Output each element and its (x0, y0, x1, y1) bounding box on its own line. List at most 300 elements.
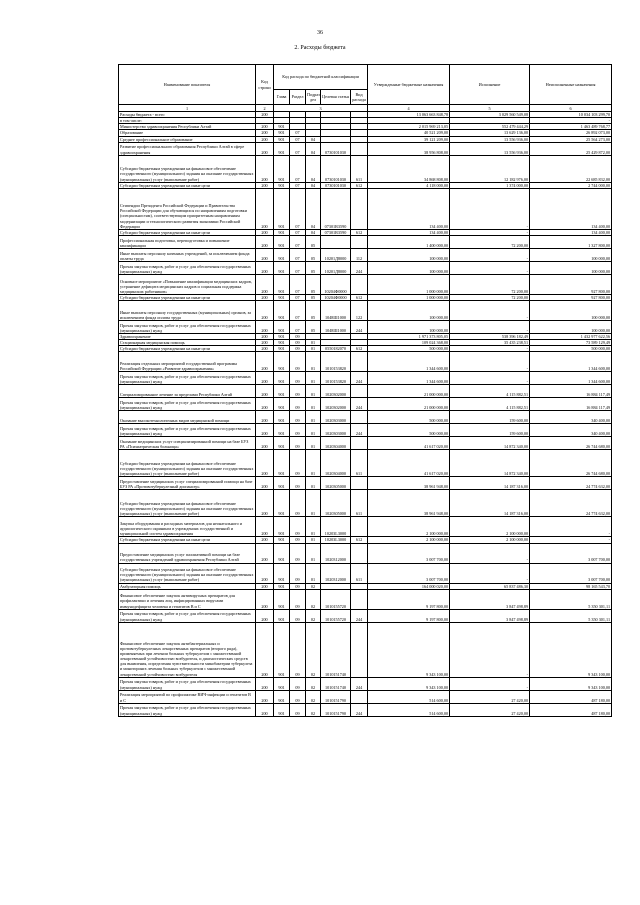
cell-name: Прочая закупка товаров, работ и услуг для обеспечения государственных (муниципальных) нужд (119, 703, 256, 716)
cell-target (321, 235, 351, 248)
table-row (119, 321, 612, 334)
header-section: Раздел (290, 90, 306, 105)
table-row (119, 609, 612, 622)
cell-section: 07 (290, 155, 306, 182)
cell-name: Субсидии бюджетным учреждениям на финансовое обеспечение государственного (муниципального) задания на оказание государственных (муниципальных) услуг (выполнение работ) (119, 490, 256, 517)
cell-unexecuted: 100 000,00 (530, 301, 612, 321)
cell-executed: 72 200,00 (450, 274, 530, 294)
cell-exp-type: 244 (351, 677, 368, 690)
cell-exp-type: 611 (351, 155, 368, 182)
cell-name: Образование (119, 130, 256, 136)
cell-approved: 514 600,00 (368, 703, 450, 716)
cell-exp-type (351, 385, 368, 398)
cell-subsection: 05 (306, 261, 321, 274)
cell-name: Министерство здравоохранения Республики Алтай (119, 124, 256, 130)
cell-exp-type: 122 (351, 301, 368, 321)
cell-executed: 65 837 486,30 (450, 583, 530, 589)
cell-section: 09 (290, 385, 306, 398)
cell-approved: 41 617 020,00 (368, 450, 450, 477)
cell-section: 09 (290, 334, 306, 340)
cell-line-code: 200 (256, 294, 274, 300)
cell-unexecuted: 927 800,00 (530, 274, 612, 294)
cell-target: 1010155720 (321, 609, 351, 622)
cell-name: Стационарная медицинская помощь (119, 340, 256, 346)
cell-section: 07 (290, 229, 306, 235)
cell-target: 10201Д8000 (321, 248, 351, 261)
table-row (119, 155, 612, 182)
cell-line-code: 200 (256, 372, 274, 385)
cell-unexecuted: - (530, 537, 612, 543)
table-row (119, 352, 612, 372)
cell-line-code: 200 (256, 274, 274, 294)
cell-exp-type: 244 (351, 703, 368, 716)
header-target: Целевая статья (321, 90, 351, 105)
cell-name: Стипендии Президента Российской Федерации и Правительства Российской Федерации для обучающихся по направлениям подготовки (специальностям), соответствующим приоритетным направлениям модернизации и технологического развития экономики Российской Федерации (119, 188, 256, 229)
cell-line-code: 200 (256, 235, 274, 248)
table-row (119, 450, 612, 477)
cell-chapter: 901 (274, 261, 290, 274)
cell-executed: - (450, 346, 530, 352)
cell-line-code: 200 (256, 142, 274, 155)
cell-executed: - (450, 543, 530, 563)
cell-chapter: 901 (274, 477, 290, 490)
cell-chapter: 901 (274, 424, 290, 437)
cell-unexecuted: 25 564 273,00 (530, 136, 612, 142)
cell-target: 10201Д8000 (321, 261, 351, 274)
cell-approved: 100 000,00 (368, 248, 450, 261)
cell-chapter: 901 (274, 294, 290, 300)
cell-section: 09 (290, 690, 306, 703)
cell-target: 0730101030 (321, 142, 351, 155)
table-row (119, 142, 612, 155)
cell-name: Финансовое обеспечение закупок антивирусных препаратов для профилактики и лечения лиц, инфицированных вирусами иммунодефицита человека и гепатитов В и С (119, 589, 256, 609)
cell-executed: - (450, 261, 530, 274)
cell-executed: 14 187 316,00 (450, 477, 530, 490)
cell-subsection: 01 (306, 537, 321, 543)
cell-subsection: 04 (306, 188, 321, 229)
cell-approved: 34 868 808,00 (368, 155, 450, 182)
cell-approved: 1 344 600,00 (368, 352, 450, 372)
cell-section: 09 (290, 346, 306, 352)
cell-line-code: 200 (256, 155, 274, 182)
header-exp-type: Вид расхода (351, 90, 368, 105)
cell-exp-type (351, 411, 368, 424)
cell-executed: 12 182 976,00 (450, 155, 530, 182)
table-row (119, 274, 612, 294)
cell-chapter: 901 (274, 346, 290, 352)
cell-line-code: 200 (256, 340, 274, 346)
cell-name: Амбулаторная помощь (119, 583, 256, 589)
cell-approved: 1 000 000,00 (368, 274, 450, 294)
cell-executed: 13 556 936,00 (450, 136, 530, 142)
col-number: 1 (119, 105, 256, 112)
cell-line-code: 200 (256, 609, 274, 622)
cell-target: 1020312000 (321, 563, 351, 583)
cell-line-code: 200 (256, 517, 274, 537)
cell-target: 07301R3590 (321, 229, 351, 235)
cell-exp-type: 244 (351, 398, 368, 411)
cell-approved: 40 521 209,00 (368, 130, 450, 136)
cell-unexecuted: 1 432 977 622,56 (530, 334, 612, 340)
cell-approved: 4 118 000,00 (368, 182, 450, 188)
cell-section: 07 (290, 182, 306, 188)
cell-chapter: 901 (274, 703, 290, 716)
cell-section: 07 (290, 130, 306, 136)
cell-exp-type (351, 622, 368, 677)
cell-chapter: 901 (274, 142, 290, 155)
cell-approved: 164 000 020,00 (368, 583, 450, 589)
cell-unexecuted: 5 350 301,11 (530, 589, 612, 609)
cell-target: 1010155720 (321, 589, 351, 609)
cell-target: 0550182070 (321, 346, 351, 352)
cell-line-code: 200 (256, 352, 274, 372)
cell-target: 1010153820 (321, 352, 351, 372)
cell-chapter: 901 (274, 543, 290, 563)
cell-chapter: 901 (274, 182, 290, 188)
cell-name: Прочая закупка товаров, работ и услуг для обеспечения государственных (муниципальных) нужд (119, 398, 256, 411)
cell-unexecuted: 1 344 600,00 (530, 372, 612, 385)
cell-section: 07 (290, 294, 306, 300)
cell-chapter: 901 (274, 609, 290, 622)
header-classification: Код расхода по бюджетной классификации (274, 65, 368, 90)
cell-subsection: 05 (306, 321, 321, 334)
cell-line-code: 200 (256, 321, 274, 334)
cell-subsection: 01 (306, 490, 321, 517)
cell-exp-type (351, 274, 368, 294)
cell-section: 07 (290, 301, 306, 321)
cell-approved: 500 000,00 (368, 346, 450, 352)
cell-approved: 134 400,00 (368, 229, 450, 235)
cell-name: Развитие профессионального образования Республики Алтай в сфере здравоохранения (119, 142, 256, 155)
cell-exp-type: 244 (351, 424, 368, 437)
cell-executed: 538 396 182,49 (450, 334, 530, 340)
cell-chapter: 901 (274, 537, 290, 543)
cell-unexecuted: 134 400,00 (530, 188, 612, 229)
cell-section: 07 (290, 261, 306, 274)
table-row (119, 543, 612, 563)
col-number: 2 (256, 105, 274, 112)
cell-chapter: 901 (274, 334, 290, 340)
cell-chapter: 901 (274, 437, 290, 450)
cell-section: 09 (290, 398, 306, 411)
cell-executed: - (450, 622, 530, 677)
cell-line-code: 200 (256, 703, 274, 716)
cell-target: 1048Ш1000 (321, 321, 351, 334)
cell-name: Оказание медицинских услуг специализированной помощи на базе БУЗ РА «Психиатрическая больница» (119, 437, 256, 450)
cell-unexecuted: 100 000,00 (530, 248, 612, 261)
cell-chapter: 901 (274, 450, 290, 477)
cell-exp-type: 612 (351, 537, 368, 543)
cell-line-code: 200 (256, 537, 274, 543)
cell-target: 1020305000 (321, 477, 351, 490)
cell-chapter: 901 (274, 229, 290, 235)
cell-executed: 27 420,00 (450, 703, 530, 716)
cell-exp-type (351, 235, 368, 248)
cell-executed: - (450, 248, 530, 261)
cell-chapter: 901 (274, 677, 290, 690)
section-title: 2. Расходы бюджета (294, 45, 346, 51)
cell-section: 09 (290, 517, 306, 537)
cell-exp-type (351, 352, 368, 372)
cell-chapter: 901 (274, 517, 290, 537)
cell-approved: 500 000,00 (368, 411, 450, 424)
cell-line-code: 200 (256, 677, 274, 690)
cell-line-code: 200 (256, 543, 274, 563)
table-row (119, 424, 612, 437)
cell-section: 07 (290, 142, 306, 155)
cell-line-code: 200 (256, 182, 274, 188)
table-row (119, 703, 612, 716)
cell-approved: 1 400 000,00 (368, 235, 450, 248)
cell-name: Финансовое обеспечение закупок антибактериальных и противотуберкулезных лекарственных препаратов (второго ряда), применяемых при лечении больных туберкулезом с множественной лекарственной устойчивостью возбудителя, и диагностических средств для выявления, определения чувствительности микобактерии туберкулеза и мониторинга лечения больных туберкулезом с множественной лекарственной устойчивостью возбудителя (119, 622, 256, 677)
cell-executed: 4 115 882,51 (450, 398, 530, 411)
cell-section: 09 (290, 543, 306, 563)
cell-unexecuted: 98 165 543,70 (530, 583, 612, 589)
cell-executed: 27 420,00 (450, 690, 530, 703)
cell-unexecuted: 24 774 632,00 (530, 490, 612, 517)
cell-name: Прочая закупка товаров, работ и услуг для обеспечения государственных (муниципальных) нужд (119, 261, 256, 274)
cell-section: 07 (290, 136, 306, 142)
cell-approved: 9 343 100,00 (368, 622, 450, 677)
cell-chapter: 901 (274, 340, 290, 346)
cell-executed: 13 629 136,00 (450, 130, 530, 136)
cell-chapter: 901 (274, 301, 290, 321)
cell-exp-type: 612 (351, 182, 368, 188)
cell-exp-type: 244 (351, 372, 368, 385)
cell-section: 09 (290, 537, 306, 543)
cell-line-code: 200 (256, 490, 274, 517)
cell-name: Прочая закупка товаров, работ и услуг для обеспечения государственных (муниципальных) нужд (119, 677, 256, 690)
cell-executed: - (450, 677, 530, 690)
cell-subsection: 01 (306, 398, 321, 411)
cell-exp-type (351, 517, 368, 537)
cell-executed: 552 479 444,29 (450, 124, 530, 130)
cell-target: 1020303000 (321, 411, 351, 424)
cell-approved: 21 000 000,00 (368, 398, 450, 411)
cell-chapter: 901 (274, 188, 290, 229)
cell-target: 10203L3000 (321, 517, 351, 537)
cell-line-code: 200 (256, 398, 274, 411)
cell-approved: 134 400,00 (368, 188, 450, 229)
cell-subsection: 02 (306, 589, 321, 609)
cell-executed: 159 600,00 (450, 424, 530, 437)
cell-subsection: 02 (306, 677, 321, 690)
cell-approved: 38 961 948,00 (368, 490, 450, 517)
cell-approved: 2 100 000,00 (368, 517, 450, 537)
cell-chapter: 901 (274, 411, 290, 424)
cell-name: Иные выплаты персоналу казенных учреждений, за исключением фонда оплаты труда (119, 248, 256, 261)
cell-approved: 500 000,00 (368, 424, 450, 437)
header-approved: Утвержденные бюджетные назначения (368, 65, 450, 105)
cell-chapter: 901 (274, 235, 290, 248)
cell-name: Прочая закупка товаров, работ и услуг для обеспечения государственных (муниципальных) нужд (119, 424, 256, 437)
cell-target: 0730101030 (321, 182, 351, 188)
cell-unexecuted: 25 429 872,00 (530, 142, 612, 155)
cell-subsection: 04 (306, 182, 321, 188)
cell-subsection: 05 (306, 294, 321, 300)
cell-unexecuted: 16 884 117,49 (530, 398, 612, 411)
cell-line-code: 200 (256, 450, 274, 477)
table-row (119, 385, 612, 398)
cell-target: 1010151740 (321, 622, 351, 677)
cell-line-code: 200 (256, 188, 274, 229)
cell-exp-type (351, 477, 368, 490)
cell-section: 09 (290, 437, 306, 450)
cell-line-code: 200 (256, 261, 274, 274)
cell-executed: - (450, 301, 530, 321)
cell-unexecuted: 134 400,00 (530, 229, 612, 235)
cell-name: Специализированное лечение за пределами Республики Алтай (119, 385, 256, 398)
cell-chapter: 901 (274, 690, 290, 703)
cell-chapter: 901 (274, 490, 290, 517)
cell-line-code: 200 (256, 346, 274, 352)
cell-exp-type: 611 (351, 490, 368, 517)
cell-target: 1020312000 (321, 543, 351, 563)
cell-target: 1010153820 (321, 372, 351, 385)
cell-exp-type: 611 (351, 563, 368, 583)
table-row (119, 188, 612, 229)
cell-section: 07 (290, 321, 306, 334)
cell-executed: 3 029 560 549,08 (450, 112, 530, 118)
cell-exp-type (351, 589, 368, 609)
cell-exp-type: 244 (351, 321, 368, 334)
cell-subsection: 04 (306, 136, 321, 142)
cell-chapter: 901 (274, 385, 290, 398)
cell-line-code: 200 (256, 334, 274, 340)
cell-subsection: 01 (306, 517, 321, 537)
cell-target: 1010151790 (321, 703, 351, 716)
cell-section: 09 (290, 563, 306, 583)
header-unexecuted: Неисполненные назначения (530, 65, 612, 105)
cell-unexecuted: 1 327 800,00 (530, 235, 612, 248)
cell-name: Субсидии бюджетным учреждениям на иные цели (119, 537, 256, 543)
cell-line-code: 200 (256, 136, 274, 142)
page-number: 36 (317, 30, 323, 36)
table-row (119, 261, 612, 274)
cell-exp-type: 244 (351, 609, 368, 622)
cell-executed: 14 872 340,00 (450, 437, 530, 450)
cell-approved: 38 956 808,00 (368, 142, 450, 155)
cell-executed: - (450, 188, 530, 229)
cell-exp-type (351, 437, 368, 450)
cell-approved: 3 007 700,00 (368, 563, 450, 583)
cell-name: Оказание высокотехнологичных видов медицинской помощи (119, 411, 256, 424)
cell-name: Субсидии бюджетным учреждениям на иные цели (119, 182, 256, 188)
cell-name: Предоставление медицинских услуг специализированной помощи на базе БУЗ РА «Противотуберкулезный диспансер» (119, 477, 256, 490)
cell-target: 1020302000 (321, 385, 351, 398)
cell-unexecuted: 9 343 100,00 (530, 622, 612, 677)
cell-target: 1020305000 (321, 490, 351, 517)
cell-line-code: 200 (256, 563, 274, 583)
cell-approved: 1 000 000,00 (368, 294, 450, 300)
cell-section: 09 (290, 477, 306, 490)
cell-exp-type (351, 690, 368, 703)
cell-unexecuted: - (530, 118, 612, 124)
cell-unexecuted: 1 344 600,00 (530, 352, 612, 372)
cell-approved: 41 617 020,00 (368, 437, 450, 450)
cell-target: 1010151740 (321, 677, 351, 690)
cell-approved: 100 000,00 (368, 321, 450, 334)
cell-subsection: 01 (306, 385, 321, 398)
cell-exp-type: 611 (351, 450, 368, 477)
col-number: 4 (368, 105, 450, 112)
cell-line-code: 200 (256, 622, 274, 677)
table-row (119, 301, 612, 321)
cell-approved: 109 024 368,00 (368, 340, 450, 346)
cell-exp-type: 112 (351, 248, 368, 261)
cell-approved: 21 000 000,00 (368, 385, 450, 398)
cell-chapter: 901 (274, 124, 290, 130)
cell-subsection: 05 (306, 235, 321, 248)
cell-target: 1020304000 (321, 437, 351, 450)
cell-executed: 14 872 340,00 (450, 450, 530, 477)
cell-executed: 3 847 498,89 (450, 609, 530, 622)
cell-target: 1010151790 (321, 690, 351, 703)
cell-line-code: 200 (256, 583, 274, 589)
cell-chapter: 901 (274, 589, 290, 609)
cell-approved: 39 121 209,00 (368, 136, 450, 142)
header-executed: Исполнение (450, 65, 530, 105)
cell-section: 07 (290, 274, 306, 294)
cell-name: Иные выплаты персоналу государственных (муниципальных) органов, за исключением фонда оплаты труда (119, 301, 256, 321)
cell-line-code: 200 (256, 690, 274, 703)
cell-target: 1020304000 (321, 450, 351, 477)
cell-target: 10204Ф0000 (321, 274, 351, 294)
cell-line-code: 200 (256, 411, 274, 424)
table-row (119, 372, 612, 385)
cell-chapter: 901 (274, 274, 290, 294)
cell-exp-type: 612 (351, 294, 368, 300)
header-chapter: Глава (274, 90, 290, 105)
cell-section: 09 (290, 609, 306, 622)
header-name: Наименование показателя (119, 65, 256, 105)
table-row (119, 563, 612, 583)
table-row (119, 490, 612, 517)
cell-target: 0730101030 (321, 155, 351, 182)
cell-exp-type: 244 (351, 261, 368, 274)
budget-expenses-table (118, 64, 612, 717)
cell-name: Основное мероприятие «Повышение квалификации медицинских кадров, устранение дефицита медицинских кадров и социальная поддержка медицинских работников» (119, 274, 256, 294)
cell-line-code: 200 (256, 112, 274, 118)
cell-line-code: 200 (256, 124, 274, 130)
cell-subsection: 02 (306, 622, 321, 677)
cell-unexecuted: 9 343 100,00 (530, 677, 612, 690)
cell-subsection: 01 (306, 450, 321, 477)
cell-section: 09 (290, 411, 306, 424)
cell-unexecuted: 3 007 700,00 (530, 563, 612, 583)
cell-approved: 3 007 700,00 (368, 543, 450, 563)
cell-executed: 2 100 000,00 (450, 537, 530, 543)
cell-subsection: 01 (306, 340, 321, 346)
cell-unexecuted: - (530, 517, 612, 537)
col-number: 6 (530, 105, 612, 112)
cell-approved: 1 344 600,00 (368, 372, 450, 385)
cell-chapter: 901 (274, 155, 290, 182)
cell-chapter: 901 (274, 352, 290, 372)
cell-approved: 9 343 100,00 (368, 677, 450, 690)
cell-line-code: 200 (256, 437, 274, 450)
cell-line-code: 200 (256, 248, 274, 261)
cell-unexecuted: 487 180,00 (530, 703, 612, 716)
cell-executed: 72 200,00 (450, 235, 530, 248)
cell-name: Предоставление медицинских услуг паллиативной помощи на базе государственных учреждений здравоохранения Республики Алтай (119, 543, 256, 563)
cell-section: 07 (290, 235, 306, 248)
table-row (119, 677, 612, 690)
cell-chapter: 901 (274, 130, 290, 136)
cell-name: Среднее профессиональное образование (119, 136, 256, 142)
cell-subsection: 05 (306, 248, 321, 261)
cell-unexecuted: 26 744 680,00 (530, 437, 612, 450)
